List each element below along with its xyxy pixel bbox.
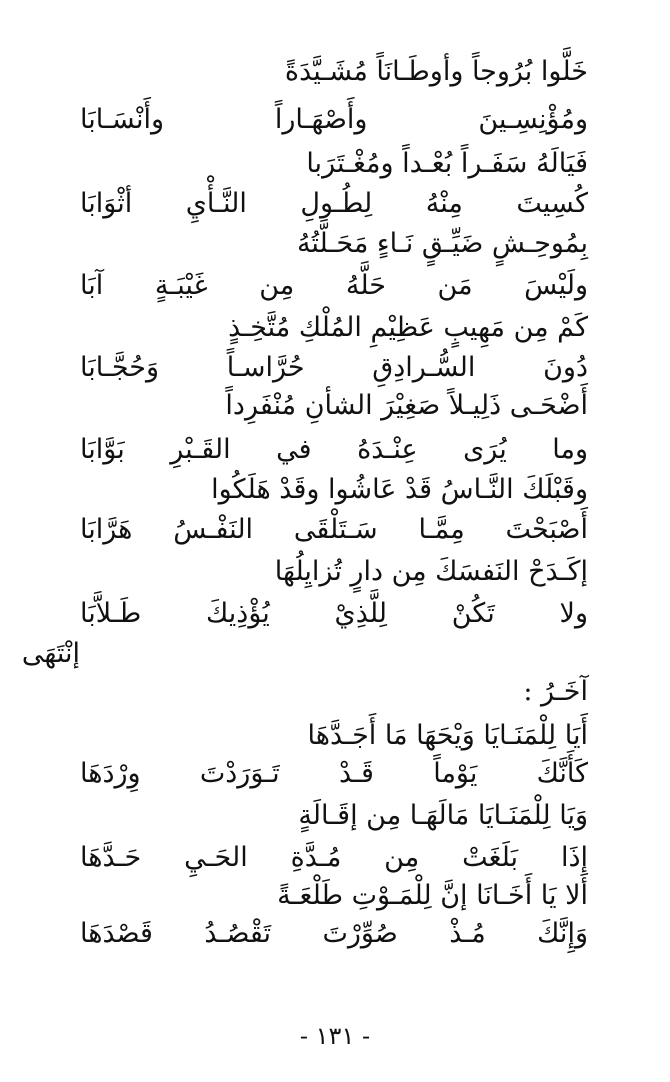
verse-line-17: وَيَا لِلْمَنَـايَا مَالَهَـا مِن إقَـالَةٍ (298, 800, 588, 831)
verse-line-18: إذَا بَلَغَتْ مِن مُـدَّةِ الحَـيِ حَـدَّهَا (80, 842, 588, 873)
verse-line-8: دُونَ السُّـرادِقِ حُرَّاسـاً وَحُجَّـابَا (80, 352, 588, 383)
verse-line-2: ومُؤْنِسِـينَ وأَصْهَـاراً وأَنْسَـابَا (80, 104, 588, 135)
verse-line-15: أَيَا لِلْمَنَـايَا وَيْحَهَا مَا أَجَـدَّهَا (307, 720, 588, 751)
verse-line-20: وَإِنَّكَ مُـذْ صُوِّرْتَ تَقْصُـدُ قَصْدَهَا (80, 918, 588, 949)
verse-line-4: كُسِيتَ مِنْهُ لِطُـولِ النَّـأْيِ أثْوَابَا (80, 188, 588, 219)
verse-line-1: خَلَّوا بُرُوجاً وأوطَـانَاً مُشَـيَّدَةً (284, 56, 588, 87)
verse-line-11: وقَبْلَكَ النَّـاسُ قَدْ عَاشُوا وقَدْ هَلَكُوا (211, 474, 588, 505)
verse-line-6: ولَيْسَ مَن حَلَّهُ مِن غَيْبَـةٍ آبَا (80, 270, 588, 301)
verse-line-10: وما يُرَى عِنْـدَهُ في القَـبْرِ بَوَّابَا (80, 434, 588, 465)
page-number: - ١٣١ - (299, 1022, 371, 1050)
verse-end-label: إنْتَهَى (21, 638, 80, 669)
verse-line-12: أَصْبَحْتَ مِمَّـا سَـتَلْقَى النَفْـسُ هَرَّابَا (80, 514, 588, 545)
verse-line-7: كَمْ مِن مَهِيبٍ عَظِيْمِ المُلْكِ مُتَّخِـذٍ (228, 312, 588, 343)
verse-line-16: كَأَنَّكَ يَوْماً قَـدْ تَـوَرَدْتَ وِرْدَهَا (80, 758, 588, 789)
verse-line-19: أَلا يَا أَخَـانَا إنَّ لِلْمَـوْتِ طَلْعَـةً (277, 880, 588, 911)
verse-line-13: إكَـدَحْ النَفسَكَ مِن دارٍ تُزايِلُهَا (274, 556, 588, 587)
verse-line-5: بِمُوحِـشٍ ضَيِّـقٍ نَـاءٍ مَحَـلَّتُهُ (296, 228, 588, 259)
verse-line-3: فَيَالَهُ سَفَـراً بُعْـداً ومُغْـتَرَبا (306, 148, 588, 179)
verse-line-14: ولا تَكُنْ لِلَّذِيْ يُؤْذِيكَ طَـلاَّبَا (80, 598, 588, 629)
section-heading: آخَـرُ : (523, 676, 588, 707)
verse-line-9: أَضْحَـى ذَلِيـلاً صَغِيْرَ الشأنِ مُنْفَرِداً (225, 390, 588, 421)
